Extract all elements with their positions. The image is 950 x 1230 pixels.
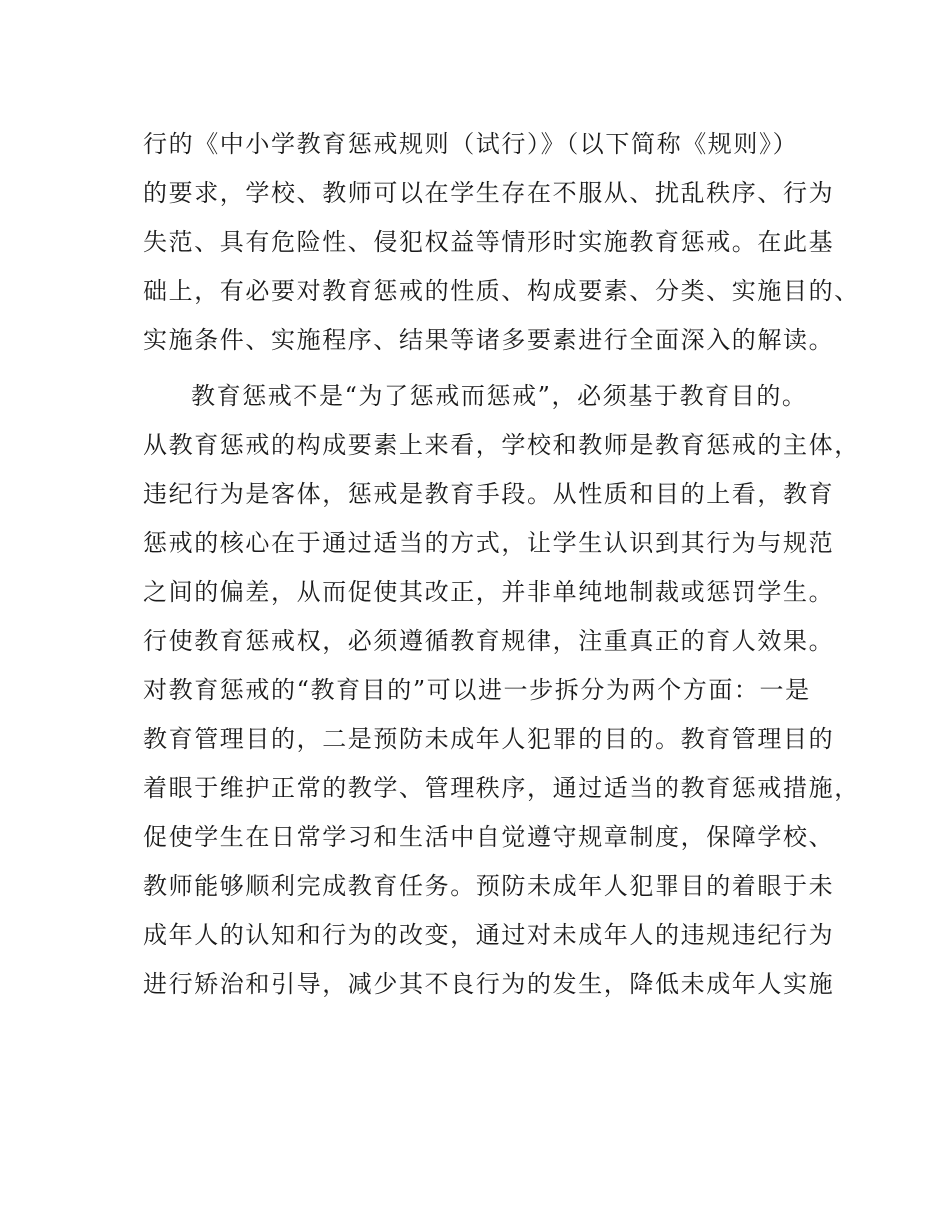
text-line: 违纪行为是客体，惩戒是教育手段。从性质和目的上看，教育 — [143, 480, 835, 508]
text-line: 促使学生在日常学习和生活中自觉遵守规章制度，保障学校、 — [143, 823, 835, 851]
text-line: 行使教育惩戒权，必须遵循教育规律，注重真正的育人效果。 — [143, 627, 835, 655]
text-line: 失范、具有危险性、侵犯权益等情形时实施教育惩戒。在此基 — [143, 228, 835, 256]
text-line: 教育惩戒不是“为了惩戒而惩戒”，必须基于教育目的。 — [191, 382, 808, 410]
text-line: 之间的偏差，从而促使其改正，并非单纯地制裁或惩罚学生。 — [143, 578, 835, 606]
text-line: 行的《中小学教育惩戒规则（试行）》（以下简称《规则》） — [143, 130, 799, 158]
text-line: 着眼于维护正常的教学、管理秩序，通过适当的教育惩戒措施， — [143, 774, 860, 802]
text-line: 教师能够顺利完成教育任务。预防未成年人犯罪目的着眼于未 — [143, 872, 835, 900]
text-line: 础上，有必要对教育惩戒的性质、构成要素、分类、实施目的、 — [143, 277, 860, 305]
text-line: 从教育惩戒的构成要素上来看，学校和教师是教育惩戒的主体， — [143, 431, 860, 459]
text-line: 的要求，学校、教师可以在学生存在不服从、扰乱秩序、行为 — [143, 179, 835, 207]
text-line: 进行矫治和引导，减少其不良行为的发生，降低未成年人实施 — [143, 970, 835, 998]
text-line: 实施条件、实施程序、结果等诸多要素进行全面深入的解读。 — [143, 326, 835, 354]
text-line: 惩戒的核心在于通过适当的方式，让学生认识到其行为与规范 — [143, 529, 835, 557]
text-line: 教育管理目的，二是预防未成年人犯罪的目的。教育管理目的 — [143, 725, 835, 753]
text-line: 对教育惩戒的“教育目的”可以进一步拆分为两个方面：一是 — [143, 676, 811, 704]
text-line: 成年人的认知和行为的改变，通过对未成年人的违规违纪行为 — [143, 921, 835, 949]
